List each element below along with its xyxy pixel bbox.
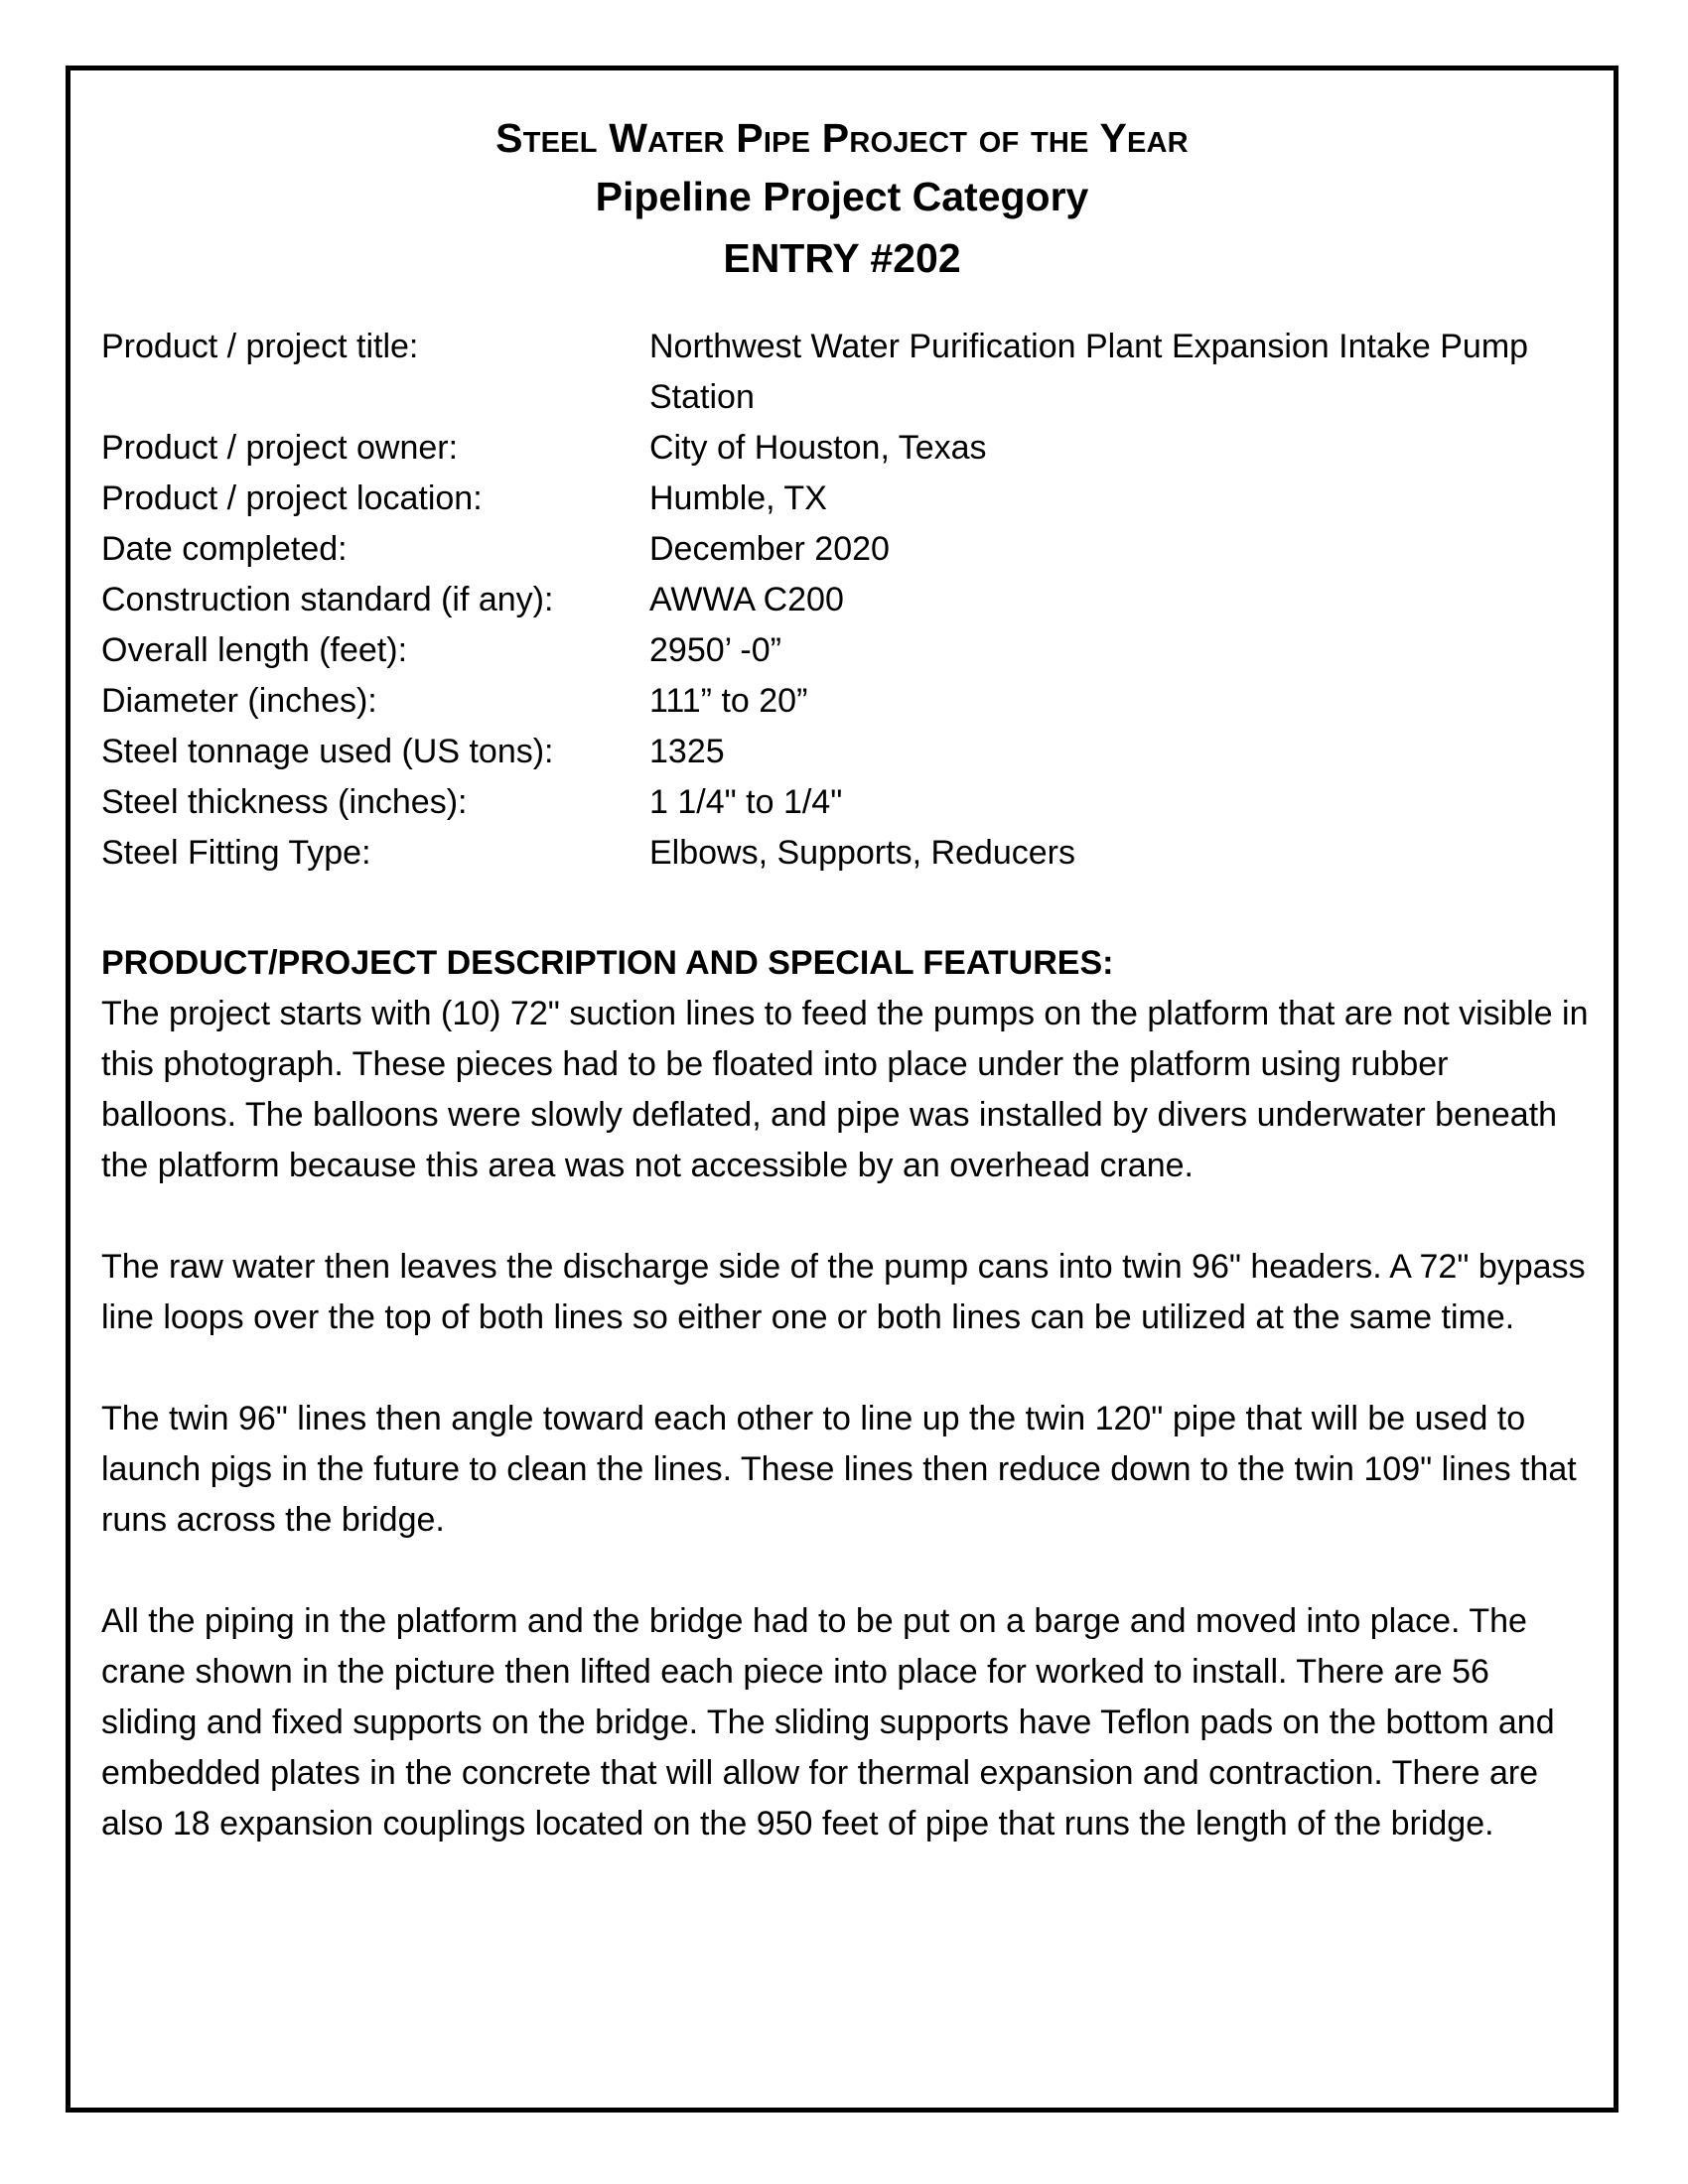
- field-row-owner: [101, 423, 1591, 474]
- field-value: 2950’ -0”: [649, 631, 781, 669]
- field-label: Construction standard (if any):: [101, 581, 554, 618]
- description-paragraph: All the piping in the platform and the bridge had to be put on a barge and moved into place. The crane shown in the picture then lifted each piece into place for worked to install. There are 56 sliding and fixed supports on the bridge. The sliding supports have Teflon pads on the bottom and embedded plates in the concrete that will allow for thermal expansion and contraction. There are also 18 expansion couplings located on the 950 feet of pipe that runs the length of the bridge.: [101, 1602, 1555, 1843]
- field-label: Steel thickness (inches):: [101, 783, 468, 821]
- field-value: Northwest Water Purification Plant Expansion Intake Pump Station: [649, 328, 1529, 416]
- field-value: Elbows, Supports, Reducers: [649, 834, 1075, 872]
- field-label: Diameter (inches):: [101, 682, 377, 720]
- description-paragraph: The raw water then leaves the discharge side of the pump cans into twin 96" headers. A 72" bypass line loops over the top of both lines so either one or both lines can be utilized at the same time.: [101, 1248, 1586, 1336]
- field-value: December 2020: [649, 530, 890, 568]
- field-label: Product / project owner:: [101, 429, 459, 467]
- document-header: [70, 110, 1614, 289]
- award-title: Steel Water Pipe Project of the Year: [495, 115, 1189, 161]
- field-label: Product / project location:: [101, 479, 483, 517]
- entry-number: ENTRY #202: [723, 235, 961, 281]
- field-value: AWWA C200: [649, 581, 844, 618]
- field-row-diameter: [101, 676, 1591, 727]
- project-description: [101, 938, 1591, 1900]
- field-row-date: [101, 524, 1591, 575]
- description-heading: PRODUCT/PROJECT DESCRIPTION AND SPECIAL FEATURES:: [101, 944, 1114, 982]
- field-value: City of Houston, Texas: [649, 429, 987, 467]
- project-fields: [101, 322, 1591, 879]
- field-value: 1325: [649, 733, 725, 770]
- field-value: Humble, TX: [649, 479, 827, 517]
- field-row-length: [101, 625, 1591, 676]
- field-label: Steel tonnage used (US tons):: [101, 733, 554, 770]
- page-border: [66, 66, 1618, 2113]
- field-label: Steel Fitting Type:: [101, 834, 371, 872]
- description-paragraph: The twin 96" lines then angle toward each other to line up the twin 120" pipe that will be used to launch pigs in the future to clean the lines. These lines then reduce down to the twin 109" lines that runs across the bridge.: [101, 1400, 1577, 1539]
- field-label: Product / project title:: [101, 328, 419, 365]
- description-paragraph: The project starts with (10) 72" suction lines to feed the pumps on the platform that are not visible in this photograph. These pieces had to be floated into place under the platform using rubber balloons. The balloons were slowly deflated, and pipe was installed by divers underwater beneath the platform because this area was not accessible by an overhead crane.: [101, 995, 1589, 1184]
- field-row-tonnage: [101, 727, 1591, 777]
- field-value: 111” to 20”: [649, 682, 808, 720]
- field-row-title: [101, 322, 1591, 423]
- field-row-fitting-type: [101, 828, 1591, 879]
- field-row-standard: [101, 575, 1591, 625]
- field-row-location: [101, 474, 1591, 524]
- field-row-thickness: [101, 777, 1591, 828]
- field-label: Date completed:: [101, 530, 348, 568]
- field-label: Overall length (feet):: [101, 631, 408, 669]
- field-value: 1 1/4" to 1/4": [649, 783, 843, 821]
- category-title: Pipeline Project Category: [595, 174, 1089, 219]
